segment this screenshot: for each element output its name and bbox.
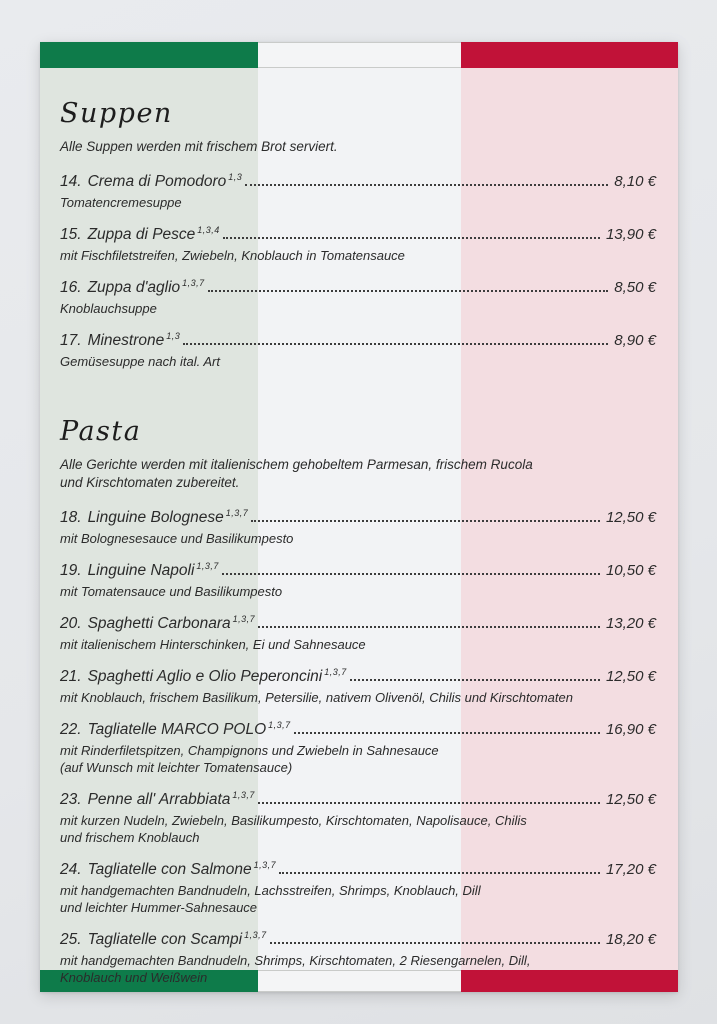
menu-item [60, 331, 656, 370]
menu-item-price: 8,90 € [614, 332, 656, 349]
menu-item-title-row [60, 790, 656, 811]
menu-item-title-row [60, 860, 656, 881]
menu-item-allergen-codes: 1,3,7 [225, 508, 249, 518]
menu-item-number: 16. [60, 279, 82, 296]
menu-item-title-row [60, 720, 656, 741]
menu-item-description [60, 636, 656, 653]
menu-item-price: 12,50 € [605, 668, 656, 685]
section-note-line: Alle Suppen werden mit frischem Brot serviert. [60, 139, 338, 154]
menu-item-number: 21. [60, 668, 82, 685]
menu-item [60, 790, 656, 846]
menu-item-price: 12,50 € [605, 509, 656, 526]
menu-item-description-line: mit Tomatensauce und Basilikumpesto [60, 584, 283, 599]
menu-item-name: Linguine Bolognese [87, 509, 224, 526]
section-note-line: und Kirschtomaten zubereitet. [60, 475, 240, 490]
menu-item-name: Zuppa d'aglio [87, 279, 181, 296]
menu-item-list [60, 172, 656, 370]
menu-item-number: 22. [60, 721, 82, 738]
menu-item-description-line: Gemüsesuppe nach ital. Art [60, 354, 220, 369]
menu-item-number: 17. [60, 332, 82, 349]
menu-item-name: Linguine Napoli [87, 562, 195, 579]
dotted-leader [208, 290, 609, 292]
menu-item-price: 12,50 € [605, 791, 656, 808]
menu-item-title-row [60, 508, 656, 529]
section-title: Suppen [60, 98, 173, 129]
menu-item-description-line: und frischem Knoblauch [60, 830, 200, 845]
menu-item-price: 8,50 € [614, 279, 656, 296]
menu-item-description-line: mit Rinderfiletspitzen, Champignons und Zwiebeln in Sahnesauce [60, 743, 439, 758]
menu-item-description-line: mit Bolognesesauce und Basilikumpesto [60, 531, 294, 546]
menu-item-name: Tagliatelle con Salmone [87, 861, 252, 878]
dotted-leader [294, 732, 600, 734]
dotted-leader [223, 237, 600, 239]
menu-item-description-line: mit italienischem Hinterschinken, Ei und Sahnesauce [60, 637, 366, 652]
menu-item-allergen-codes: 1,3 [166, 331, 181, 341]
menu-item-description [60, 194, 656, 211]
menu-item-number: 23. [60, 791, 82, 808]
menu-sections [60, 98, 656, 986]
dotted-leader [279, 872, 600, 874]
flag-band-top-white [258, 42, 461, 68]
menu-item [60, 720, 656, 776]
dotted-leader [258, 802, 600, 804]
menu-item-allergen-codes: 1,3,7 [324, 667, 347, 677]
menu-item-number: 24. [60, 861, 82, 878]
menu-item-price: 16,90 € [605, 721, 656, 738]
menu-item-description-line: (auf Wunsch mit leichter Tomatensauce) [60, 760, 293, 775]
menu-item-description-line: Knoblauch und Weißwein [60, 970, 208, 985]
menu-item-allergen-codes: 1,3 [228, 172, 243, 182]
menu-item [60, 172, 656, 211]
dotted-leader [183, 343, 608, 345]
menu-section [60, 416, 656, 986]
menu-item-description [60, 742, 656, 776]
flag-band-top [40, 42, 678, 68]
section-note-line: Alle Gerichte werden mit italienischem gehobeltem Parmesan, frischem Rucola [60, 457, 533, 472]
menu-item-title-row [60, 278, 656, 299]
menu-item-allergen-codes: 1,3,7 [268, 720, 291, 730]
dotted-leader [251, 520, 600, 522]
menu-item [60, 930, 656, 986]
menu-item-name: Penne all' Arrabbiata [87, 791, 231, 808]
menu-item-name: Tagliatelle MARCO POLO [87, 721, 267, 738]
menu-item-price: 10,50 € [605, 562, 656, 579]
menu-item-title-row [60, 225, 656, 246]
menu-item-description [60, 882, 656, 916]
menu-item-name: Crema di Pomodoro [87, 173, 227, 190]
section-title: Pasta [60, 416, 142, 447]
menu-item-description-line: mit handgemachten Bandnudeln, Shrimps, Kirschtomaten, 2 Riesengarnelen, Dill, [60, 953, 531, 968]
menu-item-name: Zuppa di Pesce [87, 226, 196, 243]
menu-item [60, 614, 656, 653]
menu-item [60, 860, 656, 916]
menu-item [60, 225, 656, 264]
menu-item-description-line: mit Knoblauch, frischem Basilikum, Petersilie, nativem Olivenöl, Chilis und Kirschtomaten [60, 690, 573, 705]
menu-item-title-row [60, 561, 656, 582]
menu-item-number: 14. [60, 173, 82, 190]
menu-item-price: 18,20 € [605, 931, 656, 948]
menu-item-description-line: Tomatencremesuppe [60, 195, 182, 210]
menu-item-description [60, 530, 656, 547]
menu-item-description-line: mit Fischfiletstreifen, Zwiebeln, Knoblauch in Tomatensauce [60, 248, 405, 263]
menu-item-number: 19. [60, 562, 82, 579]
menu-item-description [60, 353, 656, 370]
dotted-leader [245, 184, 608, 186]
dotted-leader [270, 942, 600, 944]
menu-item-description [60, 583, 656, 600]
menu-item-price: 13,20 € [605, 615, 656, 632]
menu-item [60, 278, 656, 317]
menu-item-number: 15. [60, 226, 82, 243]
menu-item-title-row [60, 331, 656, 352]
menu-item-number: 20. [60, 615, 82, 632]
menu-section [60, 98, 656, 370]
flag-band-top-red [461, 42, 678, 68]
menu-item-description-line: mit kurzen Nudeln, Zwiebeln, Basilikumpesto, Kirschtomaten, Napolisauce, Chilis [60, 813, 527, 828]
menu-item-description [60, 300, 656, 317]
section-note [60, 138, 656, 156]
menu-item-description [60, 247, 656, 264]
menu-item-description-line: und leichter Hummer-Sahnesauce [60, 900, 258, 915]
menu-item-description-line: mit handgemachten Bandnudeln, Lachsstreifen, Shrimps, Knoblauch, Dill [60, 883, 481, 898]
menu-item-price: 17,20 € [605, 861, 656, 878]
menu-item-title-row [60, 930, 656, 951]
menu-item-price: 13,90 € [605, 226, 656, 243]
menu-item-list [60, 508, 656, 986]
menu-item-description [60, 952, 656, 986]
menu-item-title-row [60, 614, 656, 635]
flag-band-top-green [40, 42, 258, 68]
menu-item-allergen-codes: 1,3,7 [232, 614, 256, 624]
menu-item-title-row [60, 172, 656, 193]
menu-item [60, 667, 656, 706]
menu-item [60, 561, 656, 600]
menu-item-allergen-codes: 1,3,4 [197, 225, 220, 235]
menu-item-allergen-codes: 1,3,7 [244, 930, 267, 940]
menu-item-price: 8,10 € [614, 173, 656, 190]
section-note [60, 456, 656, 492]
menu-item-name: Minestrone [87, 332, 165, 349]
menu-item-allergen-codes: 1,3,7 [232, 790, 255, 800]
dotted-leader [258, 626, 600, 628]
menu-item [60, 508, 656, 547]
menu-item-name: Tagliatelle con Scampi [87, 931, 243, 948]
menu-item-allergen-codes: 1,3,7 [196, 561, 219, 571]
menu-item-name: Spaghetti Carbonara [87, 615, 231, 632]
menu-item-allergen-codes: 1,3,7 [253, 860, 277, 870]
menu-item-number: 18. [60, 509, 82, 526]
menu-item-description-line: Knoblauchsuppe [60, 301, 157, 316]
menu-item-description [60, 812, 656, 846]
menu-content [40, 68, 678, 985]
menu-item-title-row [60, 667, 656, 688]
menu-item-description [60, 689, 656, 706]
dotted-leader [222, 573, 600, 575]
menu-item-number: 25. [60, 931, 82, 948]
dotted-leader [350, 679, 600, 681]
menu-item-allergen-codes: 1,3,7 [182, 278, 205, 288]
menu-item-name: Spaghetti Aglio e Olio Peperoncini [87, 668, 323, 685]
menu-page [40, 42, 678, 992]
